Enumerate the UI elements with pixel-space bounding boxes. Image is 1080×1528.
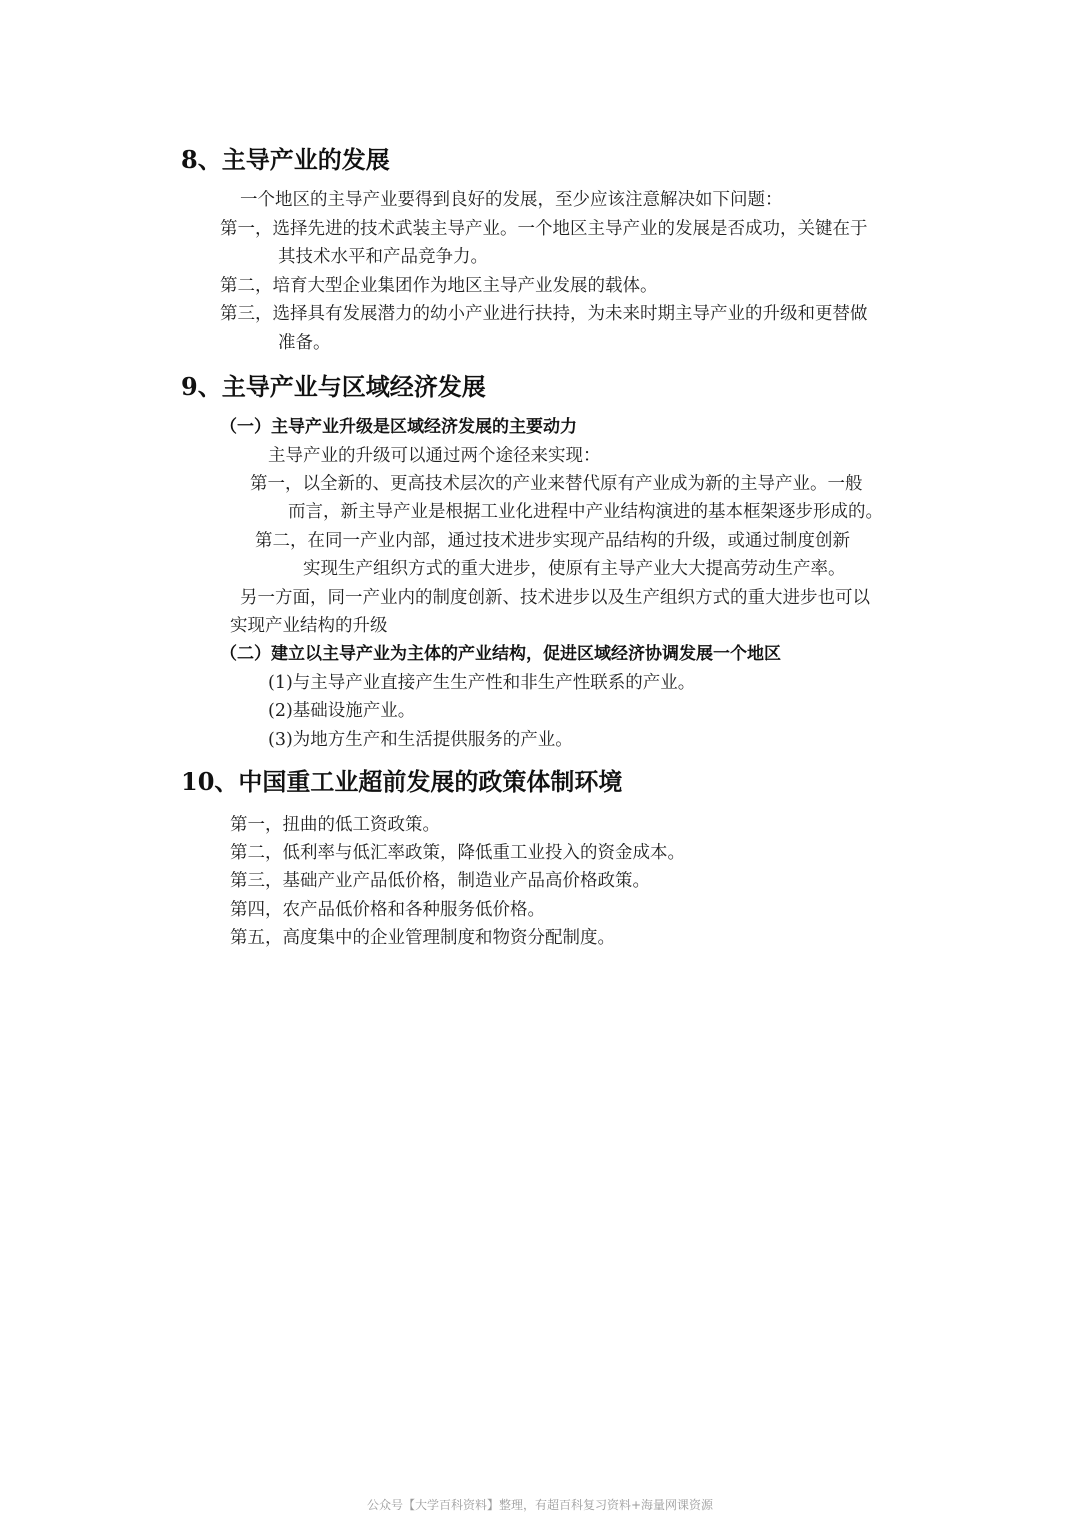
section-9-subheading-2: （二）建立以主导产业为主体的产业结构，促进区域经济协调发展一个地区 [220, 644, 781, 664]
section-8-point-3-line-2: 准备。 [278, 333, 331, 353]
section-9-subheading-1: （一）主导产业升级是区域经济发展的主要动力 [220, 417, 577, 437]
section-9-paragraph-line-1: 另一方面，同一产业内的制度创新、技术进步以及生产组织方式的重大进步也可以 [240, 588, 870, 608]
section-8-intro: 一个地区的主导产业要得到良好的发展，至少应该注意解决如下问题： [240, 190, 783, 210]
section-9-intro: 主导产业的升级可以通过两个途径来实现： [268, 446, 601, 466]
section-10-point-1: 第一，扭曲的低工资政策。 [230, 815, 440, 835]
section-9-point-2-line-2: 实现生产组织方式的重大进步，使原有主导产业大大提高劳动生产率。 [303, 559, 846, 579]
section-8-point-3-line-1: 第三，选择具有发展潜力的幼小产业进行扶持，为未来时期主导产业的升级和更替做 [220, 304, 868, 324]
section-8-point-2: 第二，培育大型企业集团作为地区主导产业发展的载体。 [220, 276, 658, 296]
section-10-point-5: 第五，高度集中的企业管理制度和物资分配制度。 [230, 928, 615, 948]
section-9-heading: 9、主导产业与区域经济发展 [181, 372, 486, 401]
section-10-point-4: 第四，农产品低价格和各种服务低价格。 [230, 900, 545, 920]
section-9-list-item-3: (3)为地方生产和生活提供服务的产业。 [268, 730, 573, 750]
section-9-point-2-line-1: 第二，在同一产业内部，通过技术进步实现产品结构的升级，或通过制度创新 [255, 531, 850, 551]
section-9-list-item-1: (1)与主导产业直接产生生产性和非生产性联系的产业。 [268, 673, 696, 693]
section-8-point-1-line-2: 其技术水平和产品竞争力。 [278, 247, 488, 267]
section-9-list-item-2: (2)基础设施产业。 [268, 701, 416, 721]
section-10-point-2: 第二，低利率与低汇率政策，降低重工业投入的资金成本。 [230, 843, 685, 863]
section-8-point-1-line-1: 第一，选择先进的技术武装主导产业。一个地区主导产业的发展是否成功，关键在于 [220, 219, 868, 239]
section-9-point-1-line-2: 而言，新主导产业是根据工业化进程中产业结构演进的基本框架逐步形成的。 [288, 502, 883, 522]
section-10-point-3: 第三，基础产业产品低价格，制造业产品高价格政策。 [230, 871, 650, 891]
footer-note: 公众号【大学百科资料】整理，有超百科复习资料+海量网课资源 [366, 1498, 714, 1512]
section-9-paragraph-line-2: 实现产业结构的升级 [230, 616, 388, 636]
section-8-heading: 8、主导产业的发展 [181, 145, 390, 174]
section-9-point-1-line-1: 第一，以全新的、更高技术层次的产业来替代原有产业成为新的主导产业。一般 [250, 474, 863, 494]
section-10-heading: 10、中国重工业超前发展的政策体制环境 [181, 767, 623, 796]
